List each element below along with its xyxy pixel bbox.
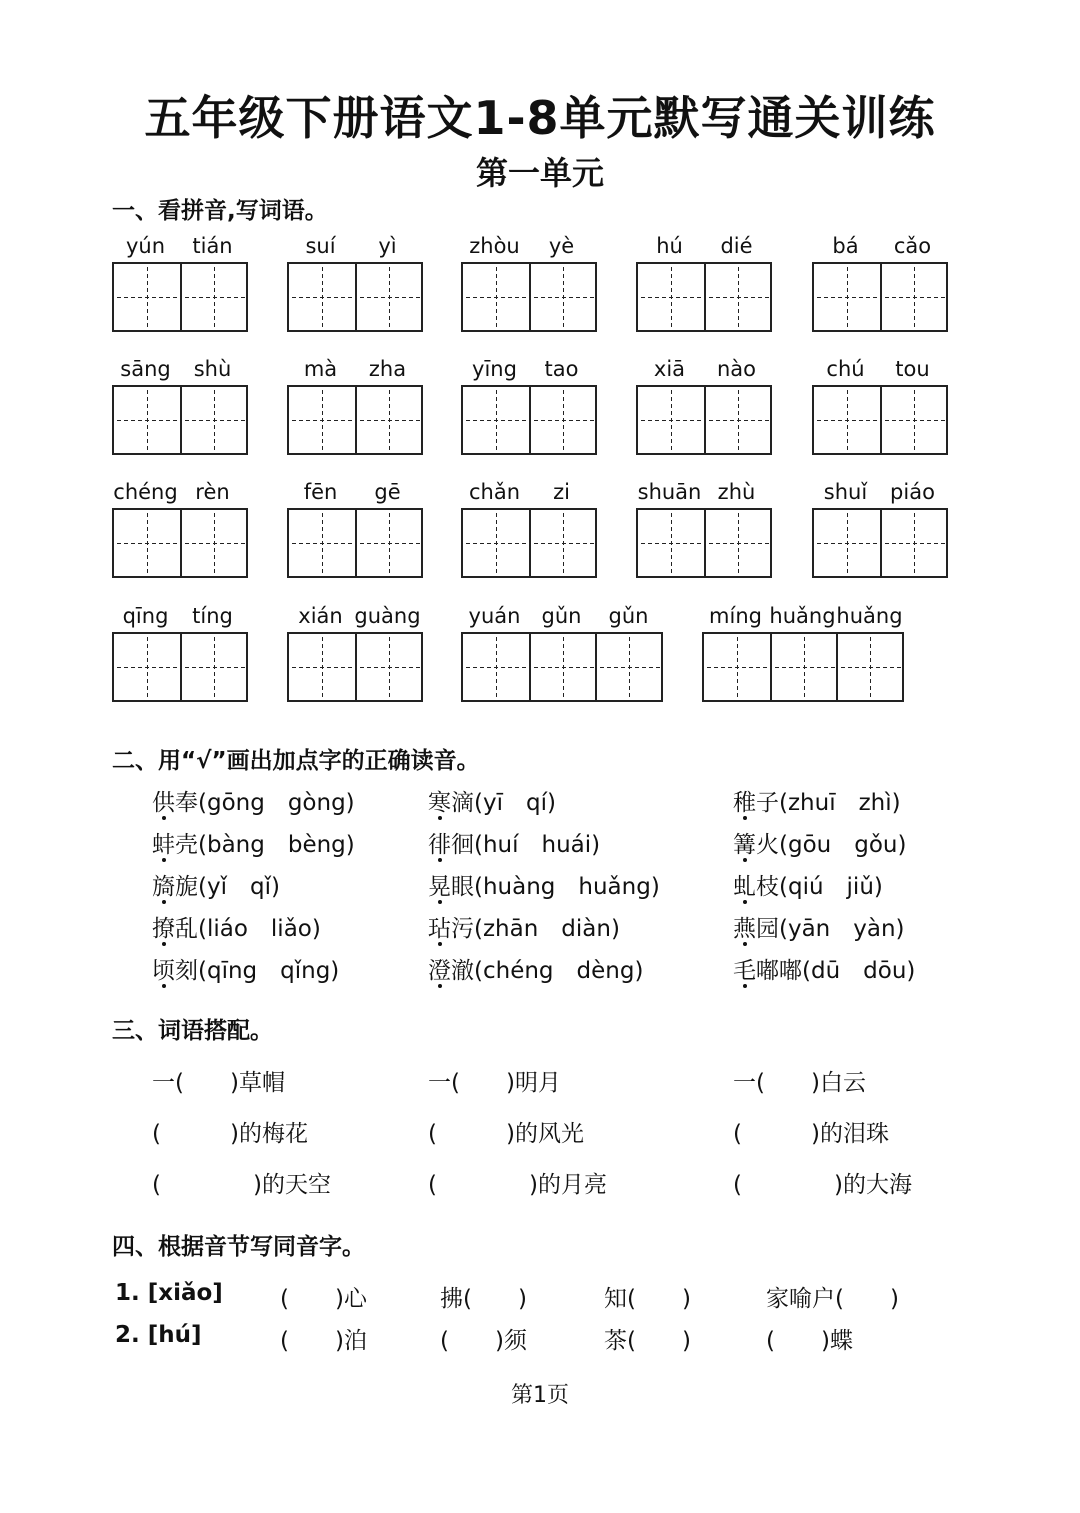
section3-heading: 三、词语搭配。	[112, 1018, 273, 1044]
tianzige-cell[interactable]	[114, 510, 180, 576]
section4-heading: 四、根据音节写同音字。	[112, 1234, 365, 1260]
tianzige-cell[interactable]	[529, 387, 595, 453]
writing-grid	[461, 508, 597, 578]
pinyin-syllable: shuān	[637, 480, 702, 504]
pinyin-syllable: shuǐ	[823, 480, 868, 504]
pronunciation-item: 篝火(gōu gǒu)	[733, 832, 907, 858]
pronunciation-item: 晃眼(huàng huǎng)	[428, 874, 660, 900]
word-match-item: ( )的月亮	[428, 1172, 607, 1198]
tianzige-cell[interactable]	[529, 264, 595, 330]
tianzige-cell[interactable]	[704, 264, 770, 330]
writing-grid	[112, 508, 248, 578]
pinyin-syllable: bá	[832, 234, 859, 258]
tianzige-cell[interactable]	[529, 510, 595, 576]
tianzige-cell[interactable]	[114, 634, 180, 700]
emphasis-dot	[743, 984, 747, 988]
pronunciation-item: 燕园(yān yàn)	[733, 916, 905, 942]
pinyin-syllable: zhù	[717, 480, 756, 504]
writing-grid	[812, 385, 948, 455]
word-match-item: 一( )白云	[733, 1070, 866, 1096]
emphasis-dot	[438, 816, 442, 820]
tianzige-cell[interactable]	[814, 387, 880, 453]
emphasis-dot	[438, 984, 442, 988]
pinyin-syllable: chǎn	[468, 480, 521, 504]
homophone-blank: ( )蝶	[766, 1328, 853, 1354]
emphasis-dot	[743, 942, 747, 946]
emphasis-dot	[743, 816, 747, 820]
homophone-blank: ( )心	[280, 1286, 367, 1312]
pronunciation-item: 徘徊(huí huái)	[428, 832, 601, 858]
homophone-blank: ( )须	[440, 1328, 527, 1354]
pronunciation-item: 寒滴(yī qí)	[428, 790, 556, 816]
writing-grid	[112, 262, 248, 332]
tianzige-cell[interactable]	[180, 387, 246, 453]
pinyin-syllable: nào	[716, 357, 757, 381]
tianzige-cell[interactable]	[355, 634, 421, 700]
tianzige-cell[interactable]	[289, 264, 355, 330]
tianzige-cell[interactable]	[529, 634, 595, 700]
homophone-blank: 知( )	[604, 1286, 691, 1312]
pronunciation-item: 毛嘟嘟(dū dōu)	[733, 958, 916, 984]
word-match-item: 一( )明月	[428, 1070, 561, 1096]
word-match-item: ( )的天空	[152, 1172, 331, 1198]
pinyin-syllable: mà	[303, 357, 338, 381]
pinyin-syllable: chéng	[113, 480, 178, 504]
tianzige-cell[interactable]	[463, 510, 529, 576]
tianzige-cell[interactable]	[463, 264, 529, 330]
emphasis-dot	[743, 900, 747, 904]
pinyin-syllable: yún	[125, 234, 166, 258]
tianzige-cell[interactable]	[638, 387, 704, 453]
pronunciation-item: 稚子(zhuī zhì)	[733, 790, 901, 816]
emphasis-dot	[162, 858, 166, 862]
writing-grid	[287, 508, 423, 578]
pinyin-syllable: yì	[378, 234, 397, 258]
emphasis-dot	[162, 900, 166, 904]
homophone-syllable-label: 1. [xiǎo]	[115, 1280, 223, 1306]
homophone-syllable-label: 2. [hú]	[115, 1322, 202, 1348]
pinyin-syllable: cǎo	[893, 234, 932, 258]
tianzige-cell[interactable]	[463, 634, 529, 700]
writing-grid	[112, 385, 248, 455]
pinyin-syllable: yīng	[472, 357, 517, 381]
tianzige-cell[interactable]	[595, 634, 661, 700]
tianzige-cell[interactable]	[463, 387, 529, 453]
word-match-item: ( )的大海	[733, 1172, 912, 1198]
tianzige-cell[interactable]	[770, 634, 836, 700]
writing-grid	[287, 385, 423, 455]
emphasis-dot	[743, 858, 747, 862]
writing-grid	[636, 385, 772, 455]
pinyin-syllable: shù	[193, 357, 232, 381]
emphasis-dot	[162, 816, 166, 820]
emphasis-dot	[438, 858, 442, 862]
pinyin-syllable: qīng	[122, 604, 169, 628]
pronunciation-item: 顷刻(qīng qǐng)	[152, 958, 340, 984]
pinyin-syllable: sāng	[120, 357, 171, 381]
section1-heading: 一、看拼音,写词语。	[112, 198, 328, 224]
tianzige-cell[interactable]	[289, 510, 355, 576]
tianzige-cell[interactable]	[836, 634, 902, 700]
pinyin-syllable: huǎng	[769, 604, 836, 628]
pronunciation-item: 玷污(zhān diàn)	[428, 916, 620, 942]
tianzige-cell[interactable]	[880, 264, 946, 330]
emphasis-dot	[162, 942, 166, 946]
tianzige-cell[interactable]	[355, 387, 421, 453]
pinyin-syllable: yè	[548, 234, 575, 258]
pinyin-syllable: gǔn	[541, 604, 582, 628]
pronunciation-item: 虬枝(qiú jiǔ)	[733, 874, 883, 900]
tianzige-cell[interactable]	[114, 387, 180, 453]
pinyin-syllable: fēn	[303, 480, 338, 504]
pronunciation-item: 蚌壳(bàng bèng)	[152, 832, 355, 858]
tianzige-cell[interactable]	[180, 510, 246, 576]
writing-grid	[812, 508, 948, 578]
writing-grid	[636, 508, 772, 578]
word-match-item: ( )的风光	[428, 1121, 584, 1147]
word-match-item: ( )的泪珠	[733, 1121, 889, 1147]
pinyin-syllable: suí	[305, 234, 336, 258]
writing-grid	[812, 262, 948, 332]
pronunciation-item: 旖旎(yǐ qǐ)	[152, 874, 280, 900]
unit-title: 第一单元	[475, 154, 604, 192]
page-number: 第1页	[511, 1383, 569, 1408]
pinyin-syllable: tou	[895, 357, 930, 381]
pinyin-syllable: chú	[826, 357, 865, 381]
pinyin-syllable: huǎng	[836, 604, 903, 628]
pronunciation-item: 澄澈(chéng dèng)	[428, 958, 644, 984]
pinyin-syllable: tíng	[192, 604, 233, 628]
tianzige-cell[interactable]	[638, 264, 704, 330]
tianzige-cell[interactable]	[114, 264, 180, 330]
tianzige-cell[interactable]	[638, 510, 704, 576]
writing-grid	[461, 632, 663, 702]
writing-grid	[636, 262, 772, 332]
emphasis-dot	[162, 984, 166, 988]
homophone-blank: 茶( )	[604, 1328, 691, 1354]
pinyin-syllable: dié	[720, 234, 753, 258]
homophone-blank: ( )泊	[280, 1328, 367, 1354]
word-match-item: ( )的梅花	[152, 1121, 308, 1147]
pinyin-syllable: xián	[298, 604, 343, 628]
pinyin-syllable: míng	[709, 604, 762, 628]
writing-grid	[461, 262, 597, 332]
tianzige-cell[interactable]	[355, 510, 421, 576]
pinyin-syllable: yuán	[468, 604, 521, 628]
writing-grid	[287, 632, 423, 702]
pinyin-syllable: rèn	[195, 480, 230, 504]
pinyin-syllable: xiā	[653, 357, 686, 381]
pinyin-syllable: gǔn	[608, 604, 649, 628]
tianzige-cell[interactable]	[289, 634, 355, 700]
pinyin-syllable: zi	[553, 480, 570, 504]
tianzige-cell[interactable]	[814, 264, 880, 330]
tianzige-cell[interactable]	[180, 634, 246, 700]
writing-grid	[702, 632, 904, 702]
emphasis-dot	[438, 942, 442, 946]
tianzige-cell[interactable]	[704, 634, 770, 700]
pronunciation-item: 供奉(gōng gòng)	[152, 790, 355, 816]
pinyin-syllable: zhòu	[469, 234, 520, 258]
pinyin-syllable: hú	[656, 234, 683, 258]
pinyin-syllable: piáo	[890, 480, 935, 504]
pinyin-syllable: tao	[544, 357, 579, 381]
tianzige-cell[interactable]	[355, 264, 421, 330]
tianzige-cell[interactable]	[180, 264, 246, 330]
writing-grid	[112, 632, 248, 702]
writing-grid	[287, 262, 423, 332]
pinyin-syllable: tián	[192, 234, 233, 258]
pinyin-syllable: guàng	[354, 604, 421, 628]
tianzige-cell[interactable]	[704, 387, 770, 453]
tianzige-cell[interactable]	[880, 510, 946, 576]
emphasis-dot	[438, 900, 442, 904]
pinyin-syllable: gē	[374, 480, 401, 504]
pronunciation-item: 撩乱(liáo liǎo)	[152, 916, 321, 942]
section2-heading: 二、用“√”画出加点字的正确读音。	[112, 748, 480, 774]
tianzige-cell[interactable]	[814, 510, 880, 576]
tianzige-cell[interactable]	[704, 510, 770, 576]
tianzige-cell[interactable]	[880, 387, 946, 453]
page-title: 五年级下册语文1-8单元默写通关训练	[144, 91, 936, 145]
homophone-blank: 拂( )	[440, 1286, 527, 1312]
tianzige-cell[interactable]	[289, 387, 355, 453]
writing-grid	[461, 385, 597, 455]
word-match-item: 一( )草帽	[152, 1070, 285, 1096]
homophone-blank: 家喻户( )	[766, 1286, 899, 1312]
pinyin-syllable: zha	[368, 357, 407, 381]
